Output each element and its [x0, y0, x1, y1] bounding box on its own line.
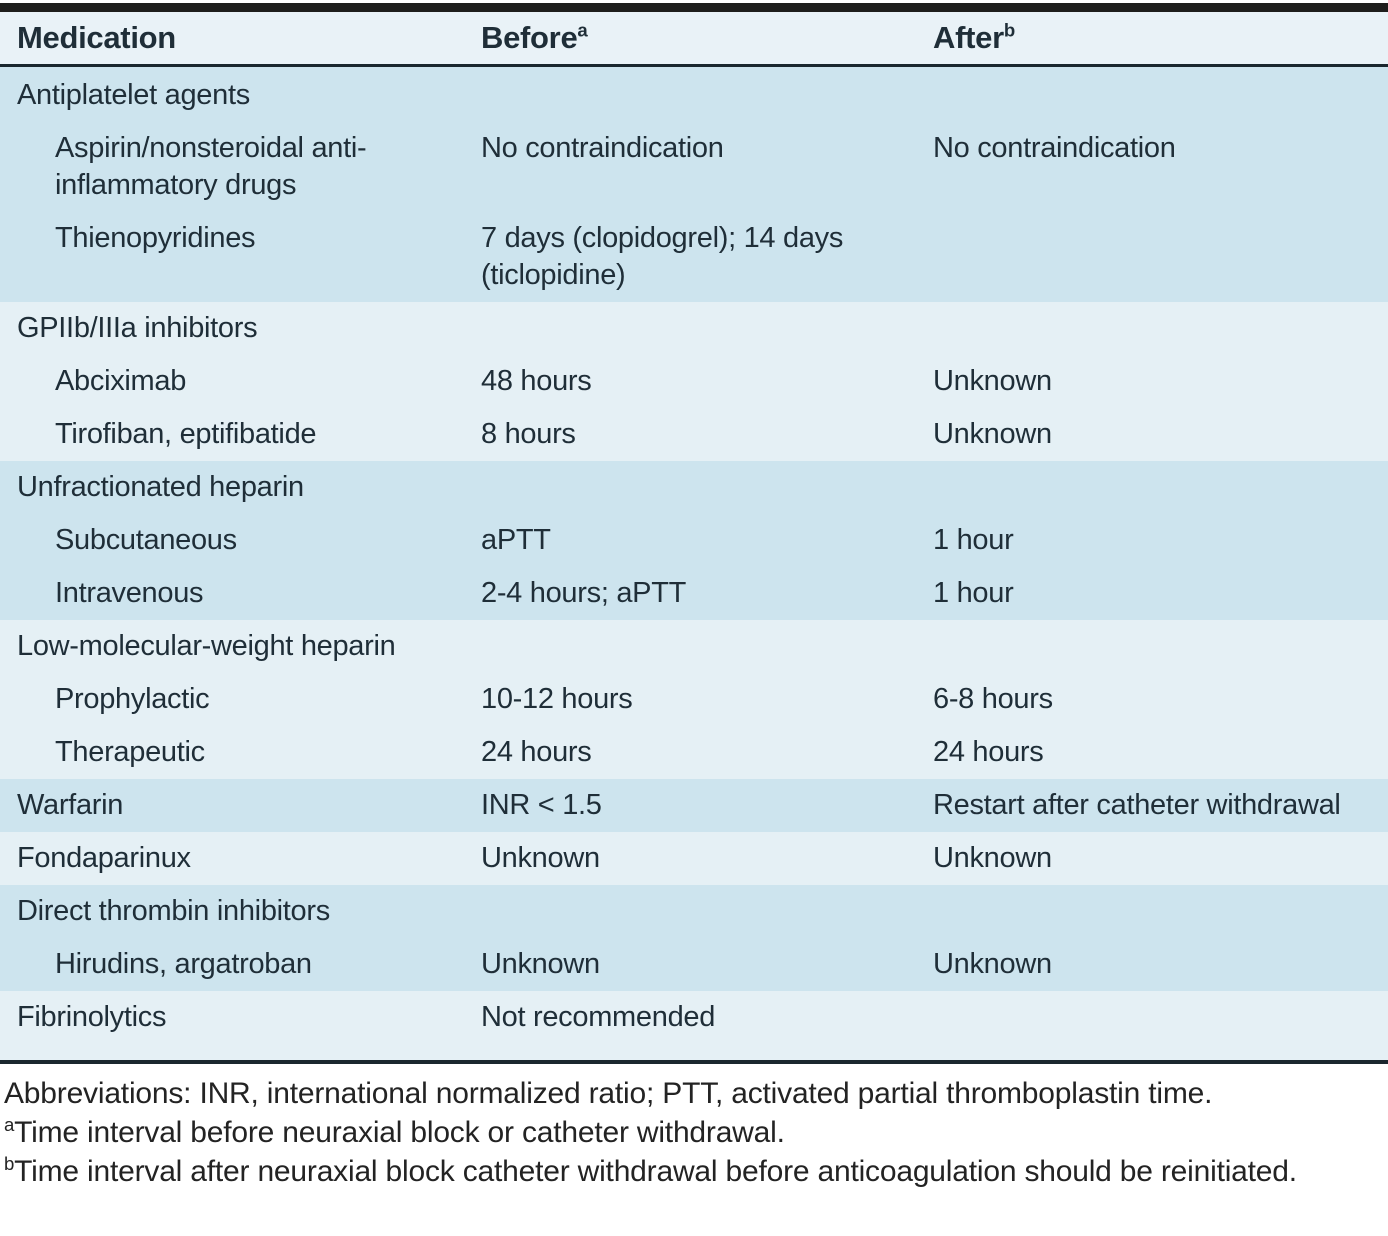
cell-medication: Abciximab	[55, 365, 187, 397]
cell-medication: Tirofiban, eptifibatide	[55, 418, 317, 450]
footnote-b-letter: b	[4, 1153, 15, 1174]
cell-medication: Subcutaneous	[55, 524, 237, 556]
footnotes	[0, 1064, 1388, 1191]
table-row	[0, 302, 1388, 355]
header-after	[933, 12, 1388, 64]
table-row	[0, 832, 1388, 885]
cell-before: aPTT	[481, 524, 551, 556]
cell-medication: Fibrinolytics	[17, 1001, 167, 1033]
cell-medication: Aspirin/nonsteroidal anti-inflammatory drugs	[55, 132, 367, 201]
table-section	[0, 620, 1388, 779]
cell-after: Restart after catheter withdrawal	[933, 789, 1341, 821]
cell-after: No contraindication	[933, 132, 1176, 164]
footnote-b-marker: b	[1003, 19, 1015, 41]
footnote-a	[4, 1113, 1384, 1152]
cell-medication: Unfractionated heparin	[17, 471, 304, 503]
table-row	[0, 355, 1388, 408]
cell-before: 2-4 hours; aPTT	[481, 577, 687, 609]
cell-before: 10-12 hours	[481, 683, 633, 715]
table-row	[0, 122, 1388, 212]
cell-after: 1 hour	[933, 577, 1014, 609]
cell-medication: Direct thrombin inhibitors	[17, 895, 330, 927]
cell-medication: Antiplatelet agents	[17, 79, 250, 111]
table-section	[0, 302, 1388, 461]
cell-after: 6-8 hours	[933, 683, 1053, 715]
cell-after: 1 hour	[933, 524, 1014, 556]
table-row	[0, 567, 1388, 620]
table-row	[0, 212, 1388, 302]
table-section	[0, 779, 1388, 832]
cell-before: 24 hours	[481, 736, 592, 768]
cell-medication: Therapeutic	[55, 736, 205, 768]
footnote-b-text: Time interval after neuraxial block catheter withdrawal before anticoagulation should be reinitiated.	[14, 1155, 1297, 1188]
table-row	[0, 726, 1388, 779]
cell-medication: GPIIb/IIIa inhibitors	[17, 312, 258, 344]
footnote-a-letter: a	[4, 1114, 15, 1135]
table-row	[0, 779, 1388, 832]
cell-before: Not recommended	[481, 1001, 716, 1033]
cell-before: No contraindication	[481, 132, 724, 164]
table-row	[0, 67, 1388, 122]
table-section	[0, 67, 1388, 302]
cell-medication: Intravenous	[55, 577, 204, 609]
cell-after: 24 hours	[933, 736, 1044, 768]
cell-medication: Fondaparinux	[17, 842, 191, 874]
table-section	[0, 461, 1388, 620]
cell-before: INR < 1.5	[481, 789, 602, 821]
cell-medication: Hirudins, argatroban	[55, 948, 312, 980]
cell-after: Unknown	[933, 948, 1052, 980]
cell-after: Unknown	[933, 842, 1052, 874]
table-section	[0, 832, 1388, 885]
header-before-label: Before	[481, 20, 578, 55]
cell-medication: Low-molecular-weight heparin	[17, 630, 396, 662]
cell-after: Unknown	[933, 365, 1052, 397]
footnote-b	[4, 1152, 1384, 1191]
table-row	[0, 673, 1388, 726]
footnote-a-marker: a	[577, 19, 588, 41]
cell-before: 8 hours	[481, 418, 576, 450]
table-body	[0, 67, 1388, 1060]
cell-medication: Thienopyridines	[55, 222, 256, 254]
header-after-label: After	[933, 20, 1004, 55]
abbreviations-note: Abbreviations: INR, international normalized ratio; PTT, activated partial thromboplastin time.	[4, 1077, 1213, 1110]
table-row	[0, 620, 1388, 673]
cell-before: 48 hours	[481, 365, 592, 397]
table-row	[0, 991, 1388, 1060]
header-before	[481, 12, 933, 64]
table-top-bar	[0, 3, 1388, 12]
header-medication-label: Medication	[17, 20, 176, 55]
cell-medication: Prophylactic	[55, 683, 210, 715]
footnote-a-text: Time interval before neuraxial block or catheter withdrawal.	[14, 1116, 785, 1149]
table-row	[0, 885, 1388, 938]
table-row	[0, 461, 1388, 514]
header-medication	[0, 12, 481, 64]
table-section	[0, 885, 1388, 991]
table-section	[0, 991, 1388, 1060]
table-header-row	[0, 12, 1388, 64]
cell-medication: Warfarin	[17, 789, 124, 821]
table-row	[0, 938, 1388, 991]
table-row	[0, 514, 1388, 567]
table-row	[0, 408, 1388, 461]
cell-before: 7 days (clopidogrel); 14 days (ticlopidine)	[481, 222, 844, 291]
cell-after: Unknown	[933, 418, 1052, 450]
cell-before: Unknown	[481, 948, 600, 980]
cell-before: Unknown	[481, 842, 600, 874]
